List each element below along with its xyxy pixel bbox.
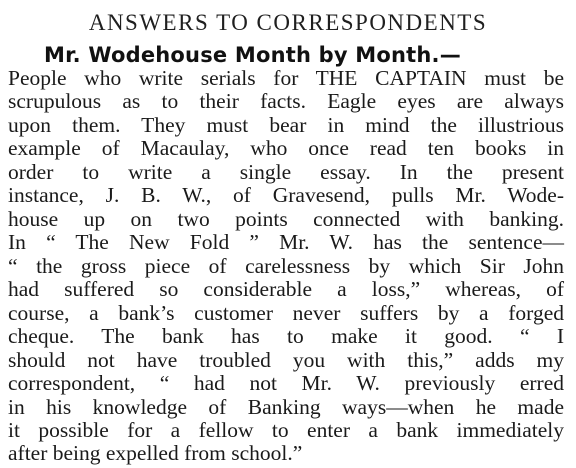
body-line-11: course, a bank’s customer never suffers by a forged — [8, 301, 564, 325]
body-line-14: correspondent, “ had not Mr. W. previously erred — [8, 371, 564, 395]
body-line-7: house up on two points connected with banking. — [8, 207, 564, 231]
body-line-1: People who write serials for THE CAPTAIN must be — [8, 66, 564, 90]
body-line-4: example of Macaulay, who once read ten books in — [8, 136, 564, 160]
body-line-10: had suffered so considerable a loss,” whereas, of — [8, 277, 564, 301]
body-line-13: should not have troubled you with this,” adds my — [8, 348, 564, 372]
body-line-12: cheque. The bank has to make it good. “ I — [8, 324, 564, 348]
body-line-17: after being expelled from school.” — [8, 441, 303, 465]
body-line-2: scrupulous as to their facts. Eagle eyes are always — [8, 89, 564, 113]
section-heading: ANSWERS TO CORRESPONDENTS — [88, 10, 488, 35]
body-line-16: it possible for a fellow to enter a bank immediately — [8, 418, 564, 442]
body-line-9: “ the gross piece of carelessness by which Sir John — [8, 254, 564, 278]
body-line-5: order to write a single essay. In the present — [8, 160, 564, 184]
body-line-6: instance, J. B. W., of Gravesend, pulls Mr. Wode- — [8, 183, 564, 207]
body-line-3: upon them. They must bear in mind the illustrious — [8, 113, 564, 137]
body-line-15: in his knowledge of Banking ways—when he made — [8, 395, 564, 419]
body-line-8: In “ The New Fold ” Mr. W. has the sentence— — [8, 230, 564, 254]
article-title: Mr. Wodehouse Month by Month.— — [44, 43, 461, 67]
